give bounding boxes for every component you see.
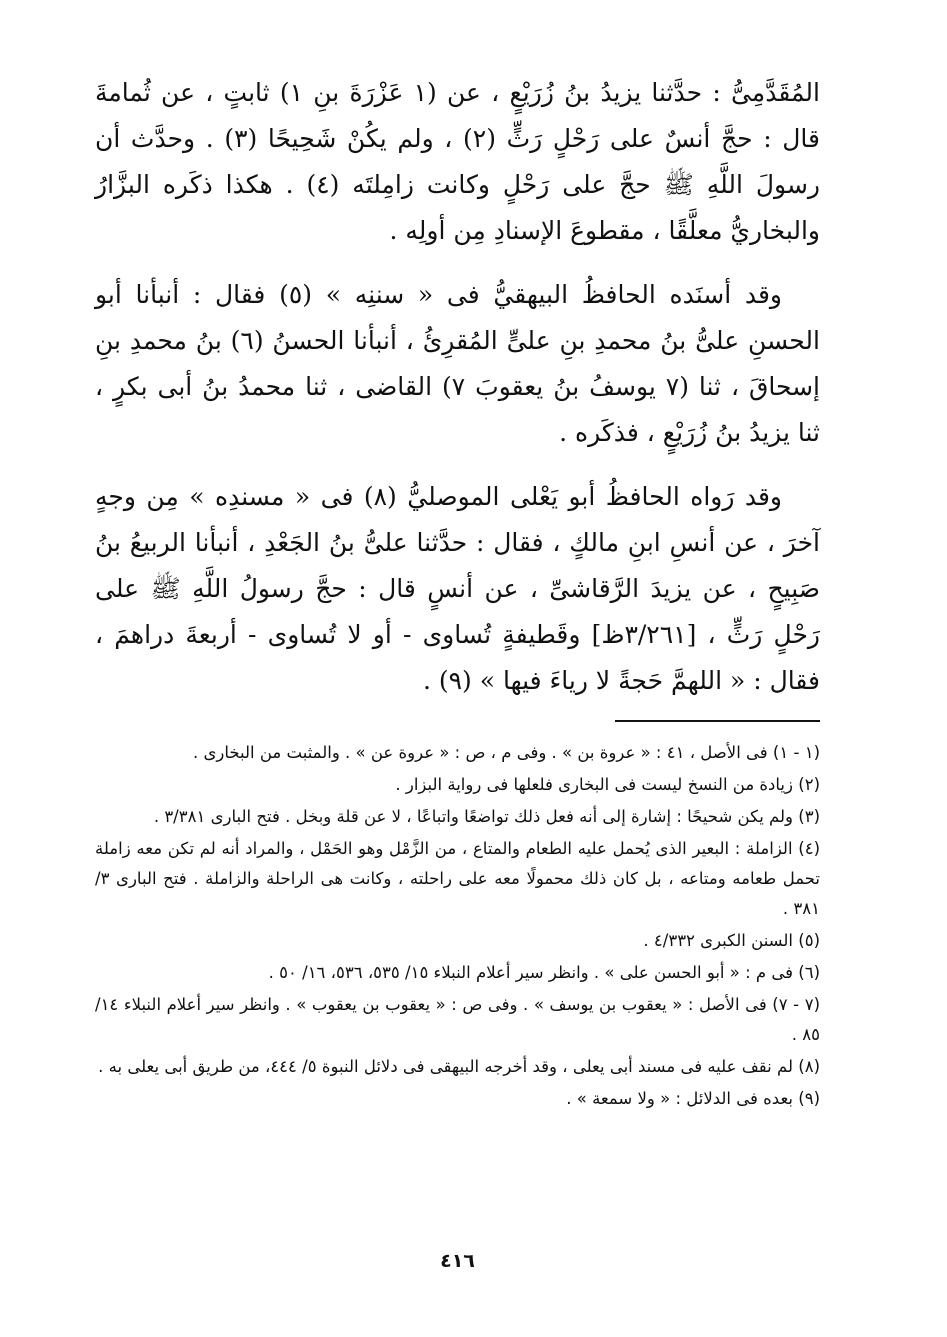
main-text xyxy=(95,70,820,704)
footnote-1: (١ - ١) فى الأصل ، ٤١ : « عروة بن » . وفى م ، ص : « عروة عن » . والمثبت من البخارى . xyxy=(192,743,820,762)
book-page xyxy=(95,70,821,1272)
footnote-4: (٤) الزاملة : البعير الذى يُحمل عليه الطعام والمتاع ، من الزَّمْل وهو الحَمْل ، والمراد أنه لم تكن معه زاملة تحمل طعامه ومتاعه ، بل كان ذلك محمولًا معه على راحلته ، وكانت هى الراحلة والزاملة . فتح البارى ٣/ ٣٨١ . xyxy=(95,839,820,918)
footnote-divider xyxy=(615,720,820,722)
footnote-8: (٨) لم نقف عليه فى مسند أبى يعلى ، وقد أخرجه البيهقى فى دلائل النبوة ٥/ ٤٤٤، من طريق أبى يعلى به . xyxy=(98,1057,820,1076)
paragraph-1: المُقَدَّمِىُّ : حدَّثنا يزيدُ بنُ زُرَيْعٍ ، عن (١ عَزْرَةَ بنِ ١) ثابتٍ ، عن ثُمامةَ قال : حجَّ أنسٌ على رَحْلٍ رَثٍّ (٢) ، ولم يكُنْ شَحِيحًا (٣) . وحدَّث أن رسولَ اللَّهِ ﷺ حجَّ على رَحْلٍ وكانت زامِلتَه (٤) . هكذا ذكَره البزَّارُ والبخاريُّ معلَّقًا ، مقطوعَ الإسنادِ مِن أولِه . xyxy=(95,78,820,245)
footnote-7: (٧ - ٧) فى الأصل : « يعقوب بن يوسف » . وفى ص : « يعقوب بن يعقوب » . وانظر سير أعلام النبلاء ١٤/ ٨٥ . xyxy=(95,995,820,1044)
footnote-3: (٣) ولم يكن شحيحًا : إشارة إلى أنه فعل ذلك تواضعًا واتباعًا ، لا عن قلة وبخل . فتح البارى ٣/٣٨١ . xyxy=(153,807,820,826)
footnote-2: (٢) زيادة من النسخ ليست فى البخارى فلعلها فى رواية البزار . xyxy=(395,775,820,794)
footnotes xyxy=(95,738,820,1116)
footnote-9: (٩) بعده فى الدلائل : « ولا سمعة » . xyxy=(566,1089,820,1108)
footnote-5: (٥) السنن الكبرى ٤/٣٣٢ . xyxy=(643,931,820,950)
footnote-6: (٦) فى م : « أبو الحسن على » . وانظر سير أعلام النبلاء ١٥/ ٥٣٥، ٥٣٦، ١٦/ ٥٠ . xyxy=(268,963,820,982)
page-number: ٤١٦ xyxy=(440,1250,475,1272)
paragraph-3: وقد رَواه الحافظُ أبو يَعْلى الموصليُّ (٨) فى « مسندِه » مِن وجهٍ آخرَ ، عن أنسِ ابنِ مالكٍ ، فقال : حدَّثنا علىُّ بنُ الجَعْدِ ، أنبأنا الربيعُ بنُ صَبِيحٍ ، عن يزيدَ الرَّقاشىِّ ، عن أنسٍ قال : حجَّ رسولُ اللَّهِ ﷺ على رَحْلٍ رَثٍّ ، [٣/٢٦١ظ] وقَطيفةٍ تُساوى - أو لا تُساوى - أربعةَ دراهمَ ، فقال : « اللهمَّ حَجةً لا رياءَ فيها » (٩) . xyxy=(95,482,821,695)
paragraph-2: وقد أسنَده الحافظُ البيهقيُّ فى « سننِه » (٥) فقال : أنبأنا أبو الحسنِ علىُّ بنُ محمدِ بنِ علىٍّ المُقرِئُ ، أنبأنا الحسنُ (٦) بنُ محمدِ بنِ إسحاقَ ، ثنا (٧ يوسفُ بنُ يعقوبَ ٧) القاضى ، ثنا محمدُ بنُ أبى بكرٍ ، ثنا يزيدُ بنُ زُرَيْعٍ ، فذكَره . xyxy=(95,280,820,447)
